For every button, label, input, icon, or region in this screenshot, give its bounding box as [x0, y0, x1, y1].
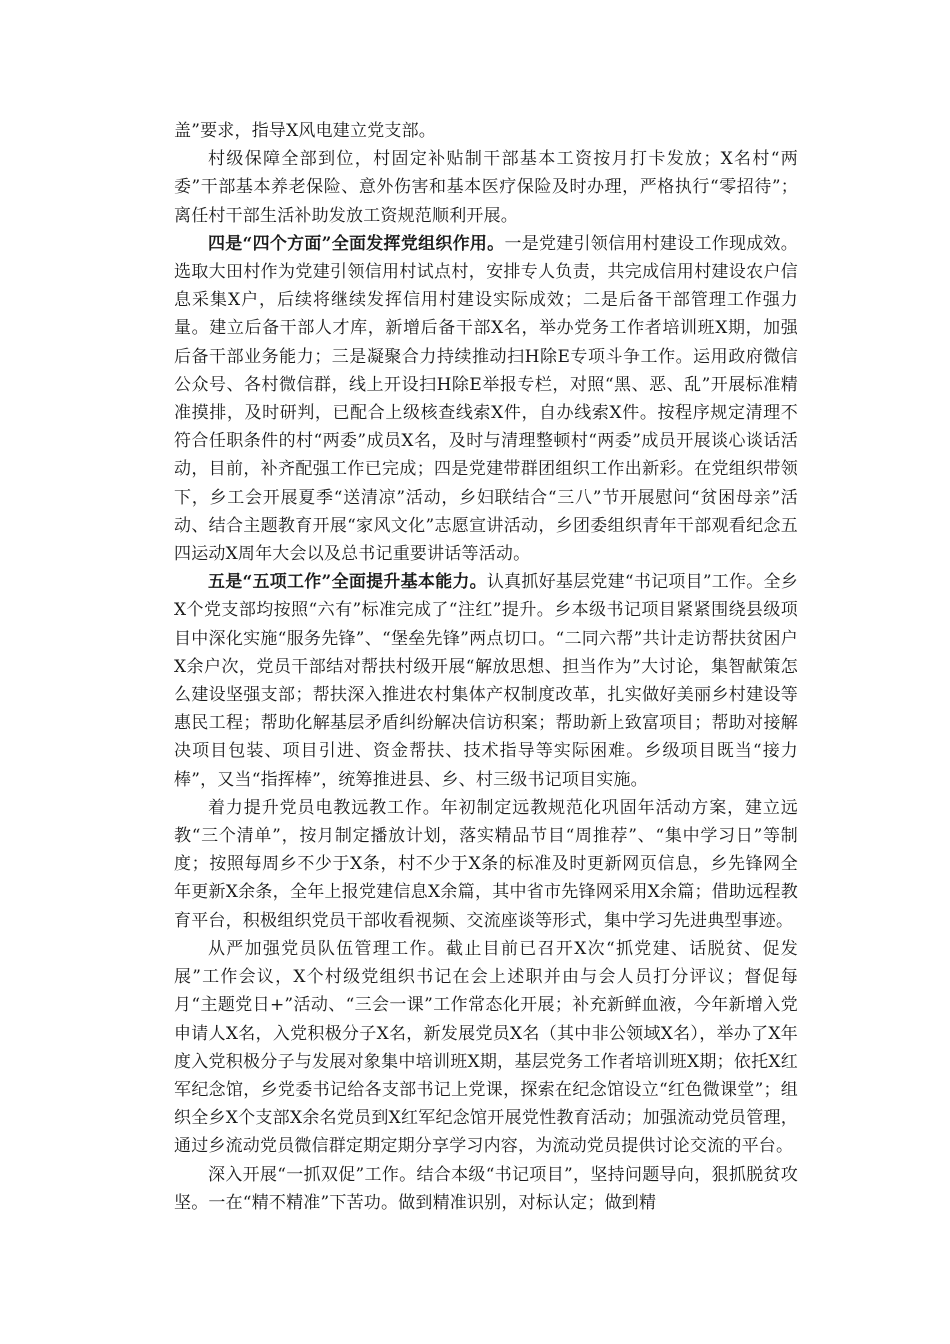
paragraph-3: [174, 230, 798, 568]
paragraph-text: 村级保障全部到位，村固定补贴制干部基本工资按月打卡发放；X名村“两委”干部基本养老保险、意外伤害和基本医疗保险及时办理，严格执行“零招待”；离任村干部生活补助发放工资规范顺利开展。: [174, 149, 798, 226]
paragraph-text: 着力提升党员电教远教工作。年初制定远教规范化巩固年活动方案，建立远教“三个清单”，按月制定播放计划，落实精品节目“周推荐”、“集中学习日”等制度；按照每周乡不少于X条，村不少于X条的标准及时更新网页信息，乡先锋网全年更新X余条，全年上报党建信息X余篇，其中省市先锋网采用X余篇；借助远程教育平台，积极组织党员干部收看视频、交流座谈等形式，集中学习先进典型事迹。: [174, 797, 798, 931]
paragraph-5: [174, 794, 798, 935]
paragraph-lead: 五是“五项工作”全面提升基本能力。: [208, 572, 487, 593]
paragraph-4: [174, 568, 798, 794]
paragraph-text: 深入开展“一抓双促”工作。结合本级“书记项目”，坚持问题导向，狠抓脱贫攻坚。一在“精不精准”下苦功。做到精准识别，对标认定；做到精: [174, 1164, 798, 1213]
paragraph-text: 盖”要求，指导X风电建立党支部。: [174, 121, 436, 141]
paragraph-2: [174, 145, 798, 230]
paragraph-1: [174, 117, 798, 145]
paragraph-lead: 四是“四个方面”全面发挥党组织作用。: [208, 233, 505, 254]
paragraph-text: 一是党建引领信用村建设工作现成效。选取大田村作为党建引领信用村试点村，安排专人负责，共完成信用村建设农户信息采集X户，后续将继续发挥信用村建设实际成效；二是后备干部管理工作强力量。建立后备干部人才库，新增后备干部X名，举办党务工作者培训班X期，加强后备干部业务能力；三是凝聚合力持续推动扫H除E专项斗争工作。运用政府微信公众号、各村微信群，线上开设扫H除E举报专栏，对照“黑、恶、乱”开展标准精准摸排，及时研判，已配合上级核查线索X件，自办线索X件。按程序规定清理不符合任职条件的村“两委”成员X名，及时与清理整顿村“两委”成员开展谈心谈话活动，目前，补齐配强工作已完成；四是党建带群团组织工作出新彩。在党组织带领下，乡工会开展夏季“送清凉”活动，乡妇联结合“三八”节开展慰问“贫困母亲”活动、结合主题教育开展“家风文化”志愿宣讲活动，乡团委组织青年干部观看纪念五四运动X周年大会以及总书记重要讲话等活动。: [174, 233, 798, 565]
paragraph-6: [174, 935, 798, 1161]
paragraph-text: 从严加强党员队伍管理工作。截止目前已召开X次“抓党建、话脱贫、促发展”工作会议，X个村级党组织书记在会上述职并由与会人员打分评议；督促每月“主题党日+”活动、“三会一课”工作常态化开展；补充新鲜血液，今年新增入党申请人X名，入党积极分子X名，新发展党员X名（其中非公领域X名），举办了X年度入党积极分子与发展对象集中培训班X期，基层党务工作者培训班X期；依托X红军纪念馆，乡党委书记给各支部书记上党课，探索在纪念馆设立“红色微课堂”；组织全乡X个支部X余名党员到X红军纪念馆开展党性教育活动；加强流动党员管理，通过乡流动党员微信群定期定期分享学习内容，为流动党员提供讨论交流的平台。: [174, 938, 798, 1157]
paragraph-7: [174, 1161, 798, 1217]
paragraph-text: 认真抓好基层党建“书记项目”工作。全乡X个党支部均按照“六有”标准完成了“注红”提升。乡本级书记项目紧紧围绕县级项目中深化实施“服务先锋”、“堡垒先锋”两点切口。“二同六帮”共计走访帮扶贫困户X余户次，党员干部结对帮扶村级开展“解放思想、担当作为”大讨论，集智献策怎么建设坚强支部；帮扶深入推进农村集体产权制度改革，扎实做好美丽乡村建设等惠民工程；帮助化解基层矛盾纠纷解决信访积案；帮助新上致富项目；帮助对接解决项目包装、项目引进、资金帮扶、技术指导等实际困难。乡级项目既当“接力棒”，又当“指挥棒”，统筹推进县、乡、村三级书记项目实施。: [174, 572, 798, 790]
